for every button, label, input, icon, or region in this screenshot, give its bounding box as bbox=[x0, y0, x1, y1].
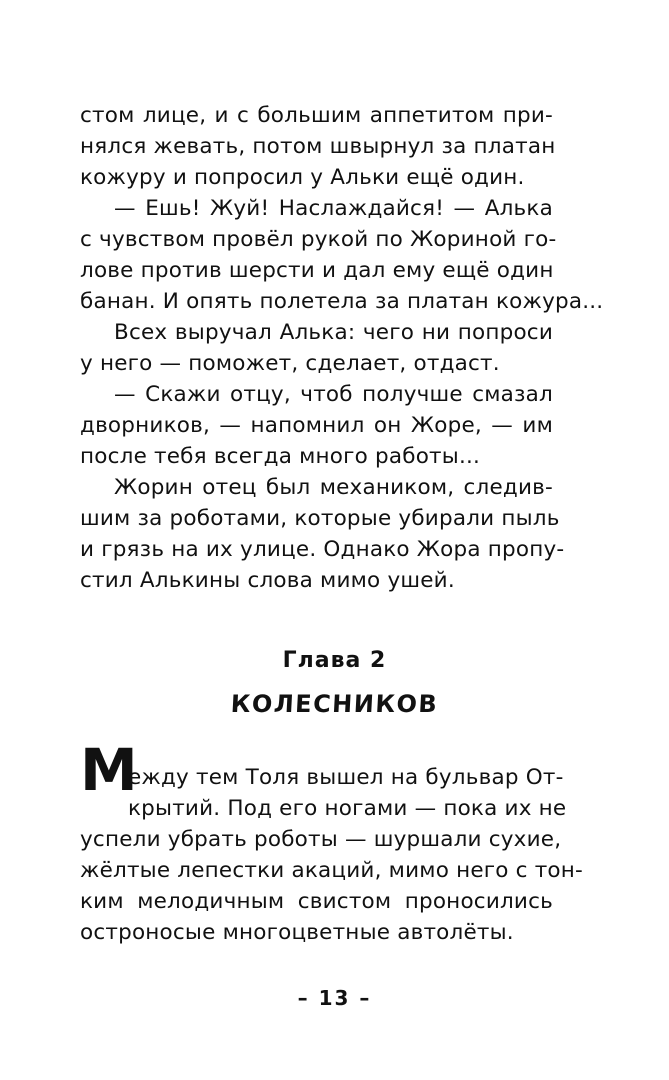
text-line: банан. И опять полетела за платан кожура... bbox=[80, 289, 604, 314]
text-line: шим за роботами, которые убирали пыль bbox=[80, 506, 560, 531]
paragraph-block-1 bbox=[80, 100, 604, 596]
text-line: успели убрать роботы — шуршали сухие, bbox=[80, 827, 562, 852]
text-line: стом лице, и с большим аппетитом при- bbox=[80, 103, 553, 128]
text-line: после тебя всегда много работы... bbox=[80, 444, 481, 469]
chapter-title: КОЛЕСНИКОВ bbox=[230, 690, 439, 718]
text-line: — Скажи отцу, чтоб получше смазал bbox=[114, 382, 553, 407]
text-line: Всех выручал Алька: чего ни попроси bbox=[114, 320, 553, 345]
text-line: Жорин отец был механиком, следив- bbox=[114, 475, 553, 500]
text-line: лове против шерсти и дал ему ещё один bbox=[80, 258, 554, 283]
text-line: у него — поможет, сделает, отдаст. bbox=[80, 351, 500, 376]
text-line: стил Алькины слова мимо ушей. bbox=[80, 568, 455, 593]
text-line: нялся жевать, потом швырнул за платан bbox=[80, 134, 556, 159]
page-number: – 13 – bbox=[297, 986, 372, 1010]
text-line: ежду тем Толя вышел на бульвар От- bbox=[128, 765, 564, 790]
chapter-label: Глава 2 bbox=[282, 648, 387, 673]
text-line: — Ешь! Жуй! Наслаждайся! — Алька bbox=[114, 196, 553, 221]
text-line: дворников, — напомнил он Жоре, — им bbox=[80, 413, 553, 438]
text-line: остроносые многоцветные автолёты. bbox=[80, 920, 514, 945]
paragraph-block-2 bbox=[80, 762, 583, 948]
drop-cap: М bbox=[80, 736, 138, 804]
text-line: и грязь на их улице. Однако Жора пропу- bbox=[80, 537, 565, 562]
text-line: жёлтые лепестки акаций, мимо него с тон- bbox=[80, 858, 583, 883]
text-line: с чувством провёл рукой по Жориной го- bbox=[80, 227, 557, 252]
text-line: крытий. Под его ногами — пока их не bbox=[128, 796, 567, 821]
text-line: ким мелодичным свистом проносились bbox=[80, 889, 553, 914]
text-line: кожуру и попросил у Альки ещё один. bbox=[80, 165, 525, 190]
